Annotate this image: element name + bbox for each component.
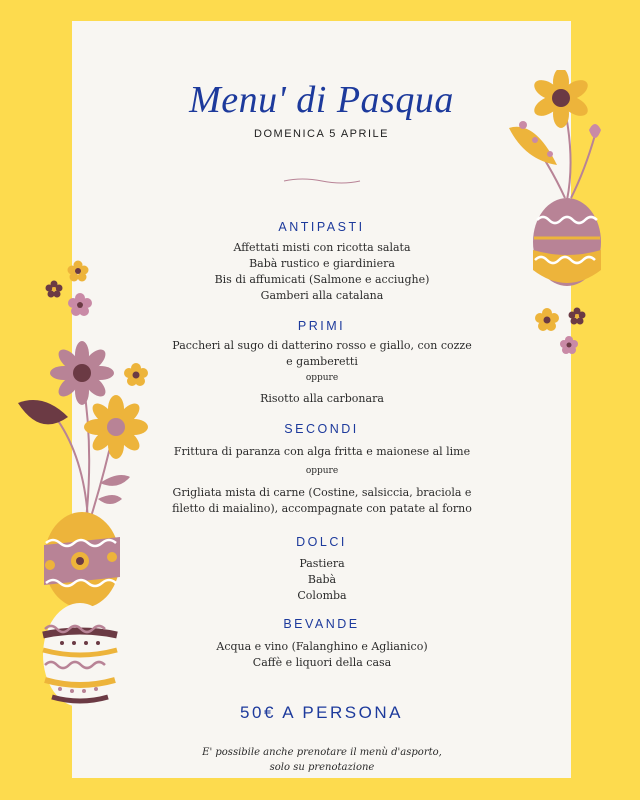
price-label: 50€ A PERSONA [240,703,403,722]
easter-egg-right-icon [533,198,601,286]
primi-item-1: Paccheri al sugo di datterino rosso e giallo, con cozze e gamberetti [172,339,472,368]
secondi-item-1: Frittura di paranza con alga fritta e maionese al lime [173,445,471,458]
menu-title: Menu' di Pasqua [189,79,454,121]
dolci-heading: DOLCI [296,535,347,549]
primi-heading: PRIMI [297,319,346,333]
list-item: Babà rustico e giardiniera [249,257,395,270]
list-item: Babà [307,573,337,586]
list-item: Pastiera [299,557,345,570]
dolci-list [172,556,472,604]
list-item: Gamberi alla catalana [260,289,384,302]
secondi-item-2: Grigliata mista di carne (Costine, salsiccia, braciola e filetto di maialino), accompagnate con patate al forno [172,486,472,515]
easter-egg-left-top-icon [44,512,120,608]
divider-icon [282,175,362,187]
bevande-list [172,639,472,671]
primi-item-2: Risotto alla carbonara [260,392,384,405]
list-item: Colomba [297,589,347,602]
easter-egg-left-bottom-icon [43,603,117,707]
secondi-or: oppure [305,466,339,476]
flower-bouquet-right-icon [505,70,625,360]
list-item: Caffè e liquori della casa [252,656,392,669]
list-item: Bis di affumicati (Salmone e acciughe) [214,273,430,286]
list-item: Affettati misti con ricotta salata [233,241,411,254]
secondi-heading: SECONDI [284,422,359,436]
flower-cluster-left-icon [14,255,164,715]
takeaway-note: E' possibile anche prenotare il menù d'asporto, solo su prenotazione [202,747,442,773]
menu-date: DOMENICA 5 APRILE [254,128,389,140]
antipasti-list [172,240,472,304]
bevande-heading: BEVANDE [283,617,360,631]
list-item: Acqua e vino (Falanghino e Aglianico) [216,640,428,653]
primi-or: oppure [305,373,339,383]
antipasti-heading: ANTIPASTI [278,220,365,234]
